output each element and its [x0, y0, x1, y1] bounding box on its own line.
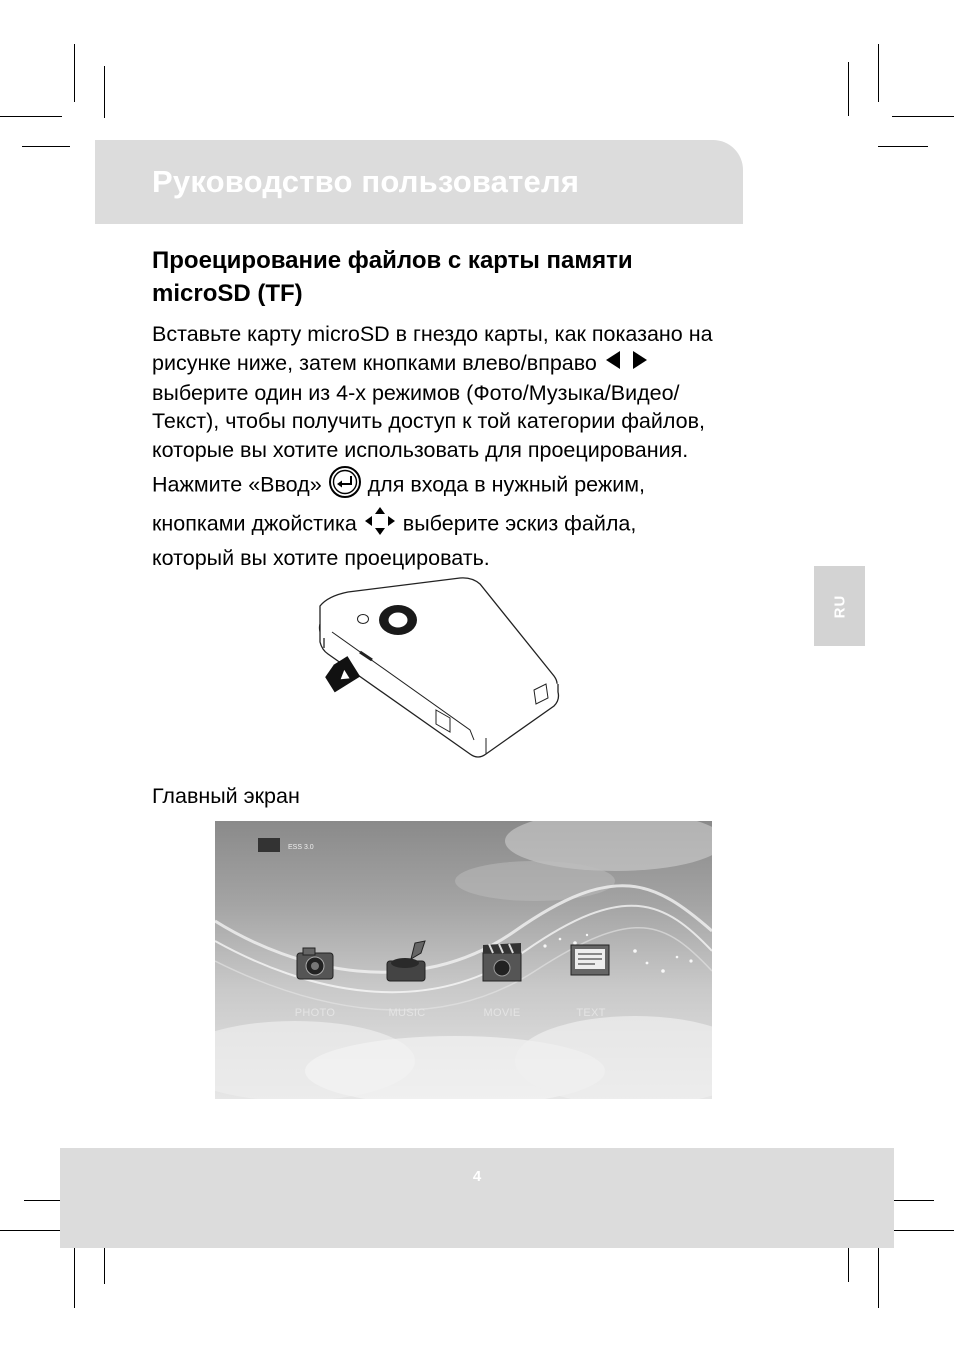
- body-line: Текст), чтобы получить доступ к той категории файлов,: [152, 409, 706, 434]
- menu-item-text[interactable]: [569, 941, 611, 979]
- device-illustration: [310, 572, 570, 762]
- body-line: который вы хотите проецировать.: [152, 545, 490, 570]
- menu-label-movie: MOVIE: [483, 1007, 521, 1019]
- crop-mark: [848, 62, 849, 116]
- crop-mark: [892, 1200, 934, 1201]
- crop-mark: [74, 44, 75, 102]
- crop-mark: [848, 1248, 849, 1282]
- page-number: 4: [472, 1168, 482, 1185]
- crop-mark: [104, 1248, 105, 1284]
- enter-button-icon: [328, 465, 362, 507]
- body-line: выберите один из 4-х режимов (Фото/Музыка/Видео/: [152, 380, 680, 405]
- menu-item-photo[interactable]: [295, 943, 335, 983]
- gramophone-icon: [385, 939, 427, 983]
- body-line: которые вы хотите использовать для проецирования.: [152, 437, 689, 462]
- crop-mark: [892, 116, 954, 117]
- joystick-arrows-icon: [363, 506, 397, 544]
- crop-mark: [0, 116, 62, 117]
- crop-mark: [24, 1200, 62, 1201]
- main-screen-image: [215, 821, 712, 1099]
- body-line-text: рисунке ниже, затем кнопками влево/вправо: [152, 350, 597, 375]
- body-line: [152, 465, 832, 507]
- menu-label-photo: PHOTO: [294, 1007, 336, 1019]
- crop-mark: [0, 1230, 62, 1231]
- body-line: Вставьте карту microSD в гнездо карты, как показано на: [152, 322, 713, 346]
- language-tab-label: RU: [830, 594, 848, 618]
- menu-label-text: TEXT: [576, 1007, 606, 1019]
- crop-mark: [878, 44, 879, 102]
- section-title-line: Проецирование файлов с карты памяти: [152, 247, 633, 274]
- page-title: Руководство пользователя: [152, 164, 580, 199]
- body-line: [152, 506, 832, 544]
- camera-icon: [295, 943, 335, 983]
- instructions-paragraph: [152, 320, 832, 572]
- menu-label-music: MUSIC: [388, 1007, 426, 1019]
- crop-mark: [74, 1248, 75, 1308]
- crop-mark: [878, 146, 928, 147]
- body-line: [152, 349, 832, 379]
- status-text: ESS 3.0: [288, 844, 314, 851]
- crop-mark: [22, 146, 70, 147]
- menu-item-movie[interactable]: [481, 941, 523, 983]
- left-right-arrows-icon: [603, 349, 653, 379]
- footer-band: [60, 1148, 894, 1248]
- body-line-text: выберите эскиз файла,: [402, 511, 637, 536]
- body-line-text: кнопками джойстика: [152, 511, 357, 536]
- section-title: [152, 244, 792, 310]
- crop-mark: [104, 66, 105, 118]
- language-tab: [814, 566, 865, 646]
- clapperboard-icon: [481, 941, 523, 983]
- body-line-text: Нажмите «Ввод»: [152, 471, 322, 496]
- crop-mark: [892, 1230, 954, 1231]
- main-screen-caption: Главный экран: [152, 784, 300, 808]
- menu-item-music[interactable]: [385, 939, 427, 983]
- document-icon: [569, 941, 611, 979]
- body-line-text: для входа в нужный режим,: [367, 471, 646, 496]
- section-title-line: microSD (TF): [152, 280, 303, 307]
- crop-mark: [878, 1248, 879, 1308]
